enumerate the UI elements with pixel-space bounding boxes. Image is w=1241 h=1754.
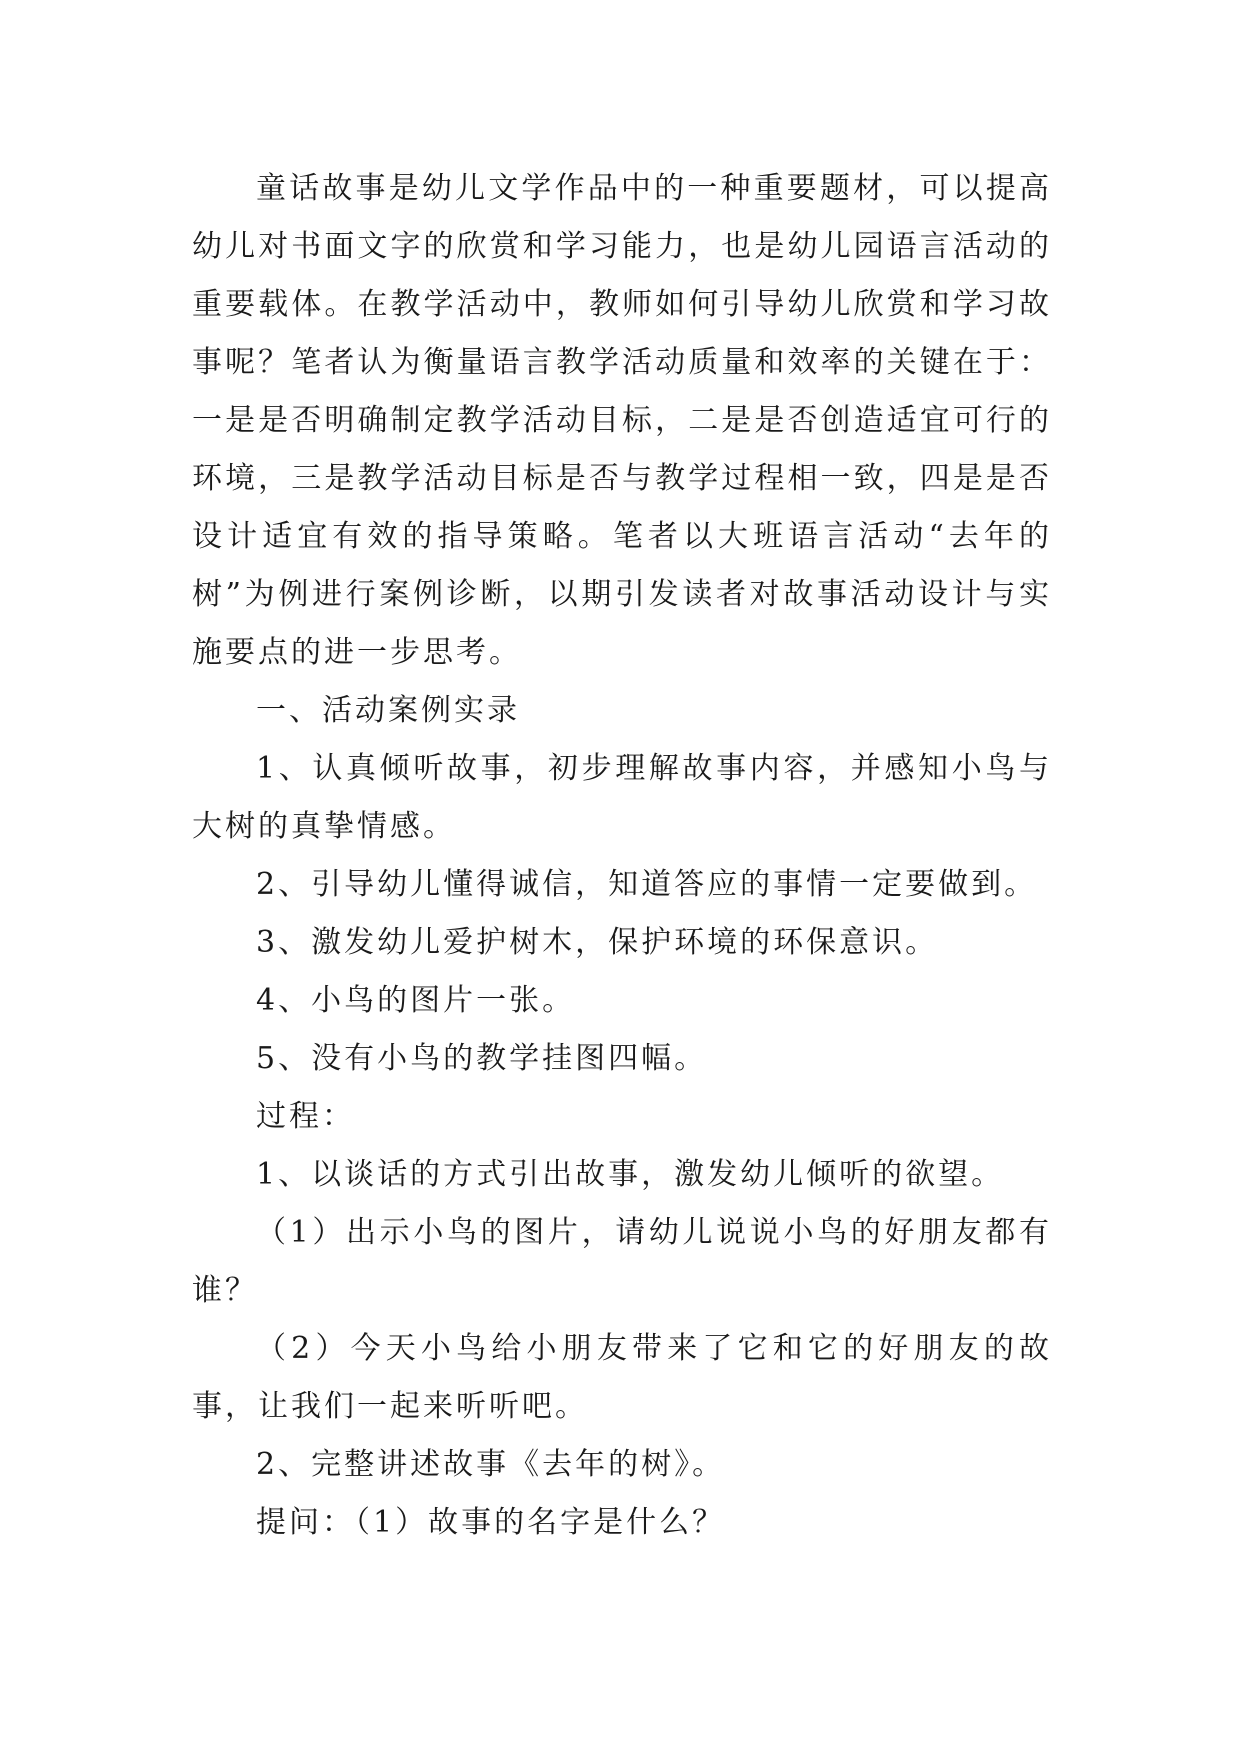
process-step-1: 1、以谈话的方式引出故事，激发幼儿倾听的欲望。 [256,1157,1005,1192]
section-heading: 一、活动案例实录 [256,693,520,728]
document-body [192,160,1052,1552]
material-item-4: 4、小鸟的图片一张。 [256,983,576,1018]
goal-item-2: 2、引导幼儿懂得诚信，知道答应的事情一定要做到。 [256,867,1038,902]
process-heading: 过程： [256,1099,355,1134]
material-item-5: 5、没有小鸟的教学挂图四幅。 [256,1041,708,1076]
question-1: 提问：（1）故事的名字是什么？ [256,1505,726,1540]
intro-paragraph: 童话故事是幼儿文学作品中的一种重要题材，可以提高幼儿对书面文字的欣赏和学习能力，也是幼儿园语言活动的重要载体。在教学活动中，教师如何引导幼儿欣赏和学习故事呢？笔者认为衡量语言教学活动质量和效率的关键在于：一是是否明确制定教学活动目标，二是是否创造适宜可行的环境，三是教学活动目标是否与教学过程相一致，四是是否设计适宜有效的指导策略。笔者以大班语言活动“去年的树”为例进行案例诊断，以期引发读者对故事活动设计与实施要点的进一步思考。 [192,171,1052,670]
goal-item-1: 1、认真倾听故事，初步理解故事内容，并感知小鸟与大树的真挚情感。 [192,751,1052,844]
goal-item-3: 3、激发幼儿爱护树木，保护环境的环保意识。 [256,925,939,960]
process-substep-1: （1）出示小鸟的图片，请幼儿说说小鸟的好朋友都有谁？ [192,1215,1052,1308]
process-substep-2: （2）今天小鸟给小朋友带来了它和它的好朋友的故事，让我们一起来听听吧。 [192,1331,1052,1424]
process-step-2: 2、完整讲述故事《去年的树》。 [256,1447,726,1482]
